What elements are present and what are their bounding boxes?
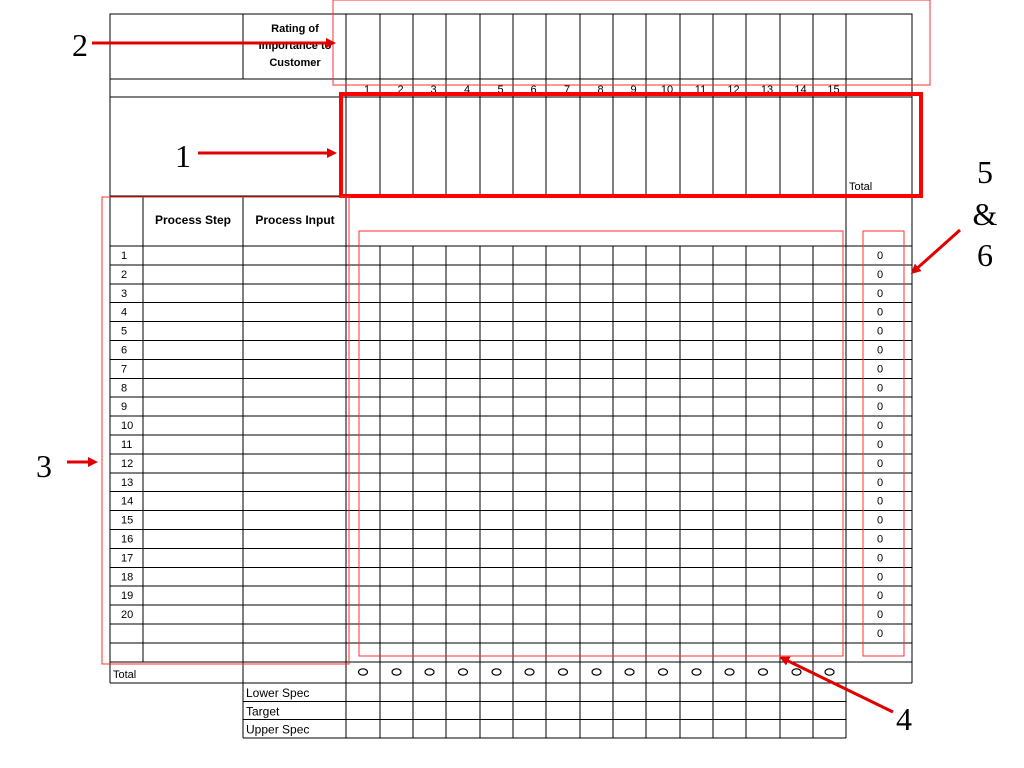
column-total-value <box>759 669 768 675</box>
column-total-value <box>692 669 701 675</box>
highlight-box-1 <box>341 94 921 196</box>
spec-label: Target <box>246 704 280 719</box>
output-number-label: 3 <box>430 84 437 96</box>
row-number: 20 <box>121 609 134 622</box>
row-number: 18 <box>121 571 134 584</box>
row-number: 11 <box>121 439 133 451</box>
row-number: 1 <box>121 250 128 262</box>
total-row-label: Total <box>113 669 137 681</box>
output-number-label: 13 <box>760 84 774 96</box>
highlight-box-2 <box>333 0 930 85</box>
output-number-label: 15 <box>827 84 840 96</box>
row-total-value: 0 <box>876 250 884 262</box>
matrix-text <box>113 23 883 737</box>
row-number: 17 <box>121 552 134 565</box>
row-number: 10 <box>121 420 134 433</box>
row-number: 6 <box>121 344 128 357</box>
row-total-value: 0 <box>876 609 884 622</box>
row-number: 9 <box>121 401 128 414</box>
column-total-value <box>525 669 534 675</box>
output-number-label: 11 <box>694 84 707 96</box>
row-total-value: 0 <box>876 268 884 281</box>
row-total-value: 0 <box>876 401 884 414</box>
row-number: 7 <box>121 363 128 376</box>
output-number-label: 14 <box>794 84 807 96</box>
column-total-value <box>725 669 734 675</box>
column-total-value <box>425 669 434 675</box>
output-number-label: 12 <box>727 84 740 96</box>
row-total-value: 0 <box>876 533 884 546</box>
highlight-box-3 <box>102 197 349 664</box>
row-total-value: 0 <box>876 344 884 357</box>
row-number: 3 <box>121 287 128 300</box>
column-total-value <box>459 669 468 675</box>
row-total-value: 0 <box>876 382 884 395</box>
row-total-value: 0 <box>876 325 884 338</box>
output-number-label: 7 <box>563 84 571 96</box>
row-total-value: 0 <box>876 571 884 584</box>
callout-label-6: 6 <box>977 237 993 273</box>
row-number: 15 <box>121 514 134 527</box>
row-number: 19 <box>121 590 134 603</box>
row-total-value: 0 <box>876 476 884 489</box>
output-number-label: 4 <box>463 84 471 96</box>
column-total-value <box>825 669 834 675</box>
row-number: 2 <box>121 268 128 281</box>
column-total-value <box>359 669 368 675</box>
row-number: 4 <box>121 306 128 319</box>
row-total-value: 0 <box>876 590 884 603</box>
callout-label-4: 4 <box>896 701 912 737</box>
output-number-label: 2 <box>397 84 404 96</box>
rating-title-line-2: Importance to <box>258 40 332 52</box>
row-number: 13 <box>121 476 134 489</box>
output-number-label: 10 <box>660 84 674 96</box>
process-input-header: Process Input <box>255 213 335 227</box>
column-total-value <box>592 669 601 675</box>
output-number-label: 5 <box>497 84 504 96</box>
row-total-value: 0 <box>876 363 884 376</box>
spec-label: Lower Spec <box>246 686 310 700</box>
highlight-box-5-6 <box>863 231 904 656</box>
rating-title-line-1: Rating of <box>271 23 319 35</box>
callout-label-5: 5 <box>977 154 993 190</box>
total-header-label: Total <box>849 181 873 193</box>
output-number-label: 9 <box>630 84 637 96</box>
callout-label-1: 1 <box>175 138 191 174</box>
row-number: 12 <box>121 457 134 470</box>
callout-highlights <box>102 0 930 664</box>
highlight-box-4 <box>359 231 843 656</box>
callout-label-3: 3 <box>36 448 52 484</box>
row-total-value: 0 <box>876 439 884 451</box>
column-total-value <box>625 669 634 675</box>
column-total-value <box>559 669 568 675</box>
column-total-value <box>792 669 801 675</box>
matrix-grid <box>110 14 912 738</box>
output-number-label: 8 <box>597 84 604 96</box>
row-total-value: 0 <box>876 495 884 508</box>
callout-label-2: 2 <box>72 27 88 63</box>
row-total-value: 0 <box>876 514 884 527</box>
callout-arrow-5-6 <box>913 230 960 272</box>
row-number: 8 <box>121 382 128 395</box>
output-number-label: 6 <box>530 84 537 96</box>
row-number: 14 <box>121 495 134 508</box>
column-total-value <box>492 669 501 675</box>
rating-title-line-3: Customer <box>269 57 321 69</box>
spec-label: Upper Spec <box>246 722 310 737</box>
callout-label-ampersand: & <box>972 196 998 232</box>
callout-arrow-4 <box>782 658 893 712</box>
column-total-value <box>659 669 668 675</box>
row-total-value: 0 <box>876 287 884 300</box>
row-total-value: 0 <box>876 457 884 470</box>
row-total-value: 0 <box>876 306 884 319</box>
row-total-value: 0 <box>876 628 884 640</box>
process-step-header: Process Step <box>154 213 232 227</box>
row-number: 16 <box>121 533 134 546</box>
row-total-value: 0 <box>876 420 884 433</box>
column-total-value <box>392 669 401 675</box>
output-number-label: 1 <box>363 84 371 96</box>
callouts <box>36 27 998 737</box>
row-number: 5 <box>121 325 128 338</box>
row-total-value: 0 <box>876 552 884 565</box>
